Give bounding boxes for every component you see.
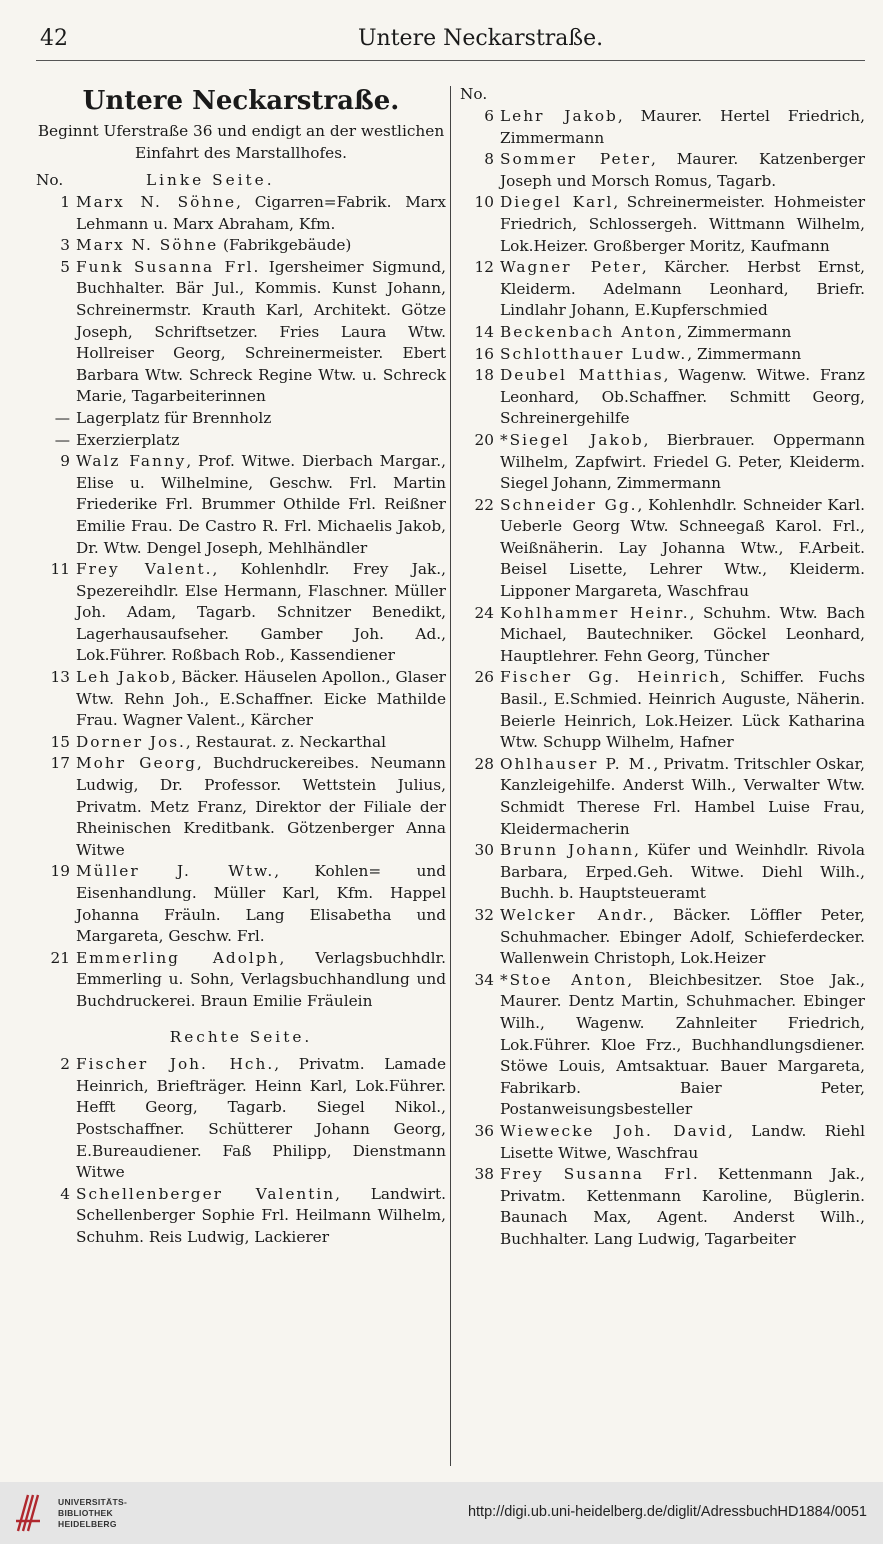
entry-text <box>76 235 446 257</box>
resident-name: Wagner Peter <box>500 258 642 277</box>
running-head <box>40 26 843 56</box>
resident-name: Frey Valent. <box>76 560 213 579</box>
house-number: 17 <box>50 754 70 773</box>
house-number: 12 <box>474 258 494 277</box>
resident-details: (Fabrikgebäude) <box>218 236 352 255</box>
resident-name: Welcker Andr. <box>500 905 649 924</box>
resident-name: Walz Fanny <box>76 452 187 471</box>
resident-details: , Landwirt. Schellenberger Sophie Frl. Heilmann Wilhelm, Schuhm. Reis Ludwig, Lackierer <box>76 1184 446 1246</box>
resident-name: Sommer Peter <box>500 150 652 169</box>
house-number: 26 <box>474 668 494 687</box>
entry-text <box>76 451 446 559</box>
address-entry <box>460 1164 865 1250</box>
entry-text <box>500 257 865 322</box>
resident-details: , Maurer. Katzenberger Joseph und Morsch Romus, Tagarb. <box>500 150 865 190</box>
address-entry <box>36 257 446 408</box>
resident-details: , Küfer und Weinhdlr. Rivola Barbara, Erped.Geh. Witwe. Diehl Wilh., Buchh. b. Hauptsteueramt <box>500 841 865 903</box>
entry-text <box>500 970 865 1121</box>
address-entry <box>460 840 865 905</box>
logo-line-1: UNIVERSITÄTS- <box>58 1497 128 1507</box>
resident-name: Ohlhauser P. M. <box>500 754 654 773</box>
resident-details: , Bleichbesitzer. Stoe Jak., Maurer. Dentz Martin, Schuhmacher. Ebinger Wilh., Wagenw. Zahnleiter Friedrich, Lok.Führer. Kloe Frz., Buchhandlungsdiener. Stöwe Louis, Amtsaktuar. Bauer Margareta, Fabrikarb. Baier Peter, Postanweisungsbesteller <box>500 970 865 1119</box>
address-entry <box>460 1121 865 1164</box>
entry-text <box>76 948 446 1013</box>
house-number: 1 <box>60 193 70 211</box>
resident-name: Schneider Gg. <box>500 495 638 514</box>
resident-name: Frey Susanna Frl. <box>500 1165 700 1184</box>
address-entry <box>460 344 865 366</box>
resident-details: , Zimmermann <box>687 344 802 363</box>
address-entry <box>460 754 865 840</box>
resident-details: , Cigarren=Fabrik. Marx Lehmann u. Marx Abraham, Kfm. <box>76 193 446 233</box>
footer-bar <box>0 1482 883 1544</box>
logo-line-2: BIBLIOTHEK <box>58 1508 113 1518</box>
resident-details: , Kohlen= und Eisenhandlung. Müller Karl, Kfm. Happel Johanna Fräuln. Lang Elisabetha und Margareta, Geschw. Frl. <box>76 862 446 946</box>
house-number: 36 <box>474 1121 494 1140</box>
logo-line-3: HEIDELBERG <box>58 1519 117 1529</box>
house-number: 28 <box>474 754 494 773</box>
resident-name: Marx N. Söhne <box>76 236 219 255</box>
address-entry <box>36 559 446 667</box>
entry-text <box>500 192 865 257</box>
house-number: 10 <box>474 193 494 212</box>
house-number: 2 <box>60 1055 70 1074</box>
entry-text <box>76 192 446 235</box>
resident-details: , Bierbrauer. Oppermann Wilhelm, Zapfwirt. Friedel G. Peter, Kleiderm. Siegel Johann, Zimmermann <box>500 430 865 493</box>
house-number: 24 <box>474 603 494 622</box>
left-side-entries <box>36 192 446 1013</box>
entry-text <box>76 667 446 732</box>
resident-name: Fischer Gg. Heinrich <box>500 668 721 687</box>
resident-name: *Stoe Anton <box>500 970 628 989</box>
entry-text <box>500 149 865 192</box>
street-intro: Beginnt Uferstraße 36 und endigt an der westlichen Einfahrt des Marstallhofes. <box>37 122 445 162</box>
entry-text <box>500 430 865 495</box>
house-number: 3 <box>60 236 70 255</box>
house-number: 16 <box>474 344 494 363</box>
address-entry <box>36 408 446 430</box>
address-entry <box>460 970 865 1121</box>
address-entry <box>36 192 446 235</box>
left-column <box>36 84 446 1249</box>
entry-text <box>500 603 865 668</box>
address-entry <box>460 149 865 192</box>
resident-details: Igersheimer Sigmund, Buchhalter. Bär Jul., Kommis. Kunst Johann, Schreinermstr. Krauth Karl, Architekt. Götze Joseph, Schriftsetzer. Fries Laura Wtw. Hollreiser Georg, Schreinermeister. Ebert Barbara Wtw. Schreck Regine Wtw. u. Schreck Marie, Tagarbeiterinnen <box>76 257 446 406</box>
house-number: 18 <box>474 366 494 385</box>
resident-name: *Siegel Jakob <box>500 430 644 449</box>
entry-text <box>76 408 446 430</box>
address-entry <box>460 430 865 495</box>
resident-details: , Buchdruckereibes. Neumann Ludwig, Dr. Professor. Wettstein Julius, Privatm. Metz Franz, Direktor der Filiale der Rheinischen Kreditbank. Götzenberger Anna Witwe <box>76 754 446 859</box>
house-number: 11 <box>50 560 70 579</box>
left-side-header <box>36 170 446 192</box>
resident-details: , Kohlenhdlr. Schneider Karl. Ueberle Georg Wtw. Schneegaß Karol. Frl., Weißnäherin. Lay Johanna Wtw., F.Arbeit. Beisel Lisette, Lehrer Wtw., Kleiderm. Lipponer Margareta, Waschfrau <box>500 495 865 601</box>
resident-details: , Privatm. Tritschler Oskar, Kanzleigehilfe. Anderst Wilh., Verwalter Wtw. Schmidt Therese Frl. Hambel Luise Frau, Kleidermacherin <box>500 754 865 838</box>
house-number: — <box>54 430 70 449</box>
house-number: 19 <box>50 862 70 881</box>
resident-name: Funk Susanna Frl. <box>76 257 261 276</box>
house-number: 4 <box>60 1184 70 1203</box>
right-column <box>460 84 865 1250</box>
entry-text <box>76 430 446 452</box>
house-number: 9 <box>60 452 70 471</box>
right-column-header <box>460 84 865 106</box>
resident-details: , Kärcher. Herbst Ernst, Kleiderm. Adelmann Leonhard, Briefr. Lindlahr Johann, E.Kupferschmied <box>500 258 865 320</box>
house-number: 14 <box>474 322 494 341</box>
resident-name: Dorner Jos. <box>76 732 186 751</box>
library-logo-text <box>58 1497 127 1530</box>
resident-name: Schlotthauer Ludw. <box>500 344 688 363</box>
house-number: 21 <box>50 948 70 967</box>
street-title: Untere Neckarstraße. <box>82 86 400 116</box>
source-url-link[interactable]: http://digi.ub.uni-heidelberg.de/diglit/AdressbuchHD1884/0051 <box>467 1504 867 1520</box>
address-entry <box>460 365 865 430</box>
address-entry <box>36 1184 446 1249</box>
house-number: 8 <box>484 150 494 169</box>
no-label-right: No. <box>460 85 488 103</box>
address-entry <box>460 192 865 257</box>
house-number: 34 <box>474 970 494 989</box>
resident-name: Emmerling Adolph <box>76 948 280 967</box>
resident-details: , Schiffer. Fuchs Basil., E.Schmied. Heinrich Auguste, Näherin. Beierle Heinrich, Lok.Heizer. Lück Katharina Wtw. Schupp Wilhelm, Hafner <box>500 668 865 752</box>
entry-text <box>500 754 865 840</box>
resident-details: , Bäcker. Löffler Peter, Schuhmacher. Ebinger Adolf, Schieferdecker. Wallenwein Christoph, Lok.Heizer <box>500 905 865 968</box>
resident-details: , Schreinermeister. Hohmeister Friedrich, Schlossergeh. Wittmann Wilhelm, Lok.Heizer. Großberger Moritz, Kaufmann <box>500 193 866 255</box>
library-logo <box>14 1489 174 1537</box>
resident-name: Schellenberger Valentin <box>76 1184 336 1203</box>
resident-details: , Kohlenhdlr. Frey Jak., Spezereihdlr. Else Hermann, Flaschner. Müller Joh. Adam, Tagarb. Schnitzer Benedikt, Lagerhausaufseher. Gamber Joh. Ad., Lok.Führer. Roßbach Rob., Kassendiener <box>76 560 446 665</box>
resident-details: Exerzierplatz <box>76 430 180 449</box>
resident-details: , Privatm. Lamade Heinrich, Briefträger. Heinn Karl, Lok.Führer. Hefft Georg, Tagarb. Siegel Nikol., Postschaffner. Schütterer Johann Georg, E.Bureaudiener. Faß Philipp, Dienstmann Witwe <box>76 1055 446 1182</box>
house-number: 13 <box>50 668 70 687</box>
house-number: 5 <box>60 257 70 276</box>
entry-text <box>76 1054 446 1184</box>
entry-text <box>76 861 446 947</box>
page-number: 42 <box>40 26 68 51</box>
resident-name: Wiewecke Joh. David <box>500 1121 729 1140</box>
address-entry <box>460 667 865 753</box>
resident-details: Kettenmann Jak., Privatm. Kettenmann Karoline, Büglerin. Baunach Max, Agent. Anderst Wilh., Buchhalter. Lang Ludwig, Tagarbeiter <box>500 1165 865 1248</box>
house-number: 6 <box>484 107 494 125</box>
house-number: 32 <box>474 905 494 924</box>
address-entry <box>36 1054 446 1184</box>
resident-name: Lehr Jakob <box>500 107 618 125</box>
resident-name: Kohlhammer Heinr. <box>500 603 690 622</box>
address-entry <box>460 322 865 344</box>
resident-details: , Maurer. Hertel Friedrich, Zimmermann <box>500 107 866 147</box>
house-number: 30 <box>474 841 494 860</box>
right-side-entries <box>460 106 865 1250</box>
address-entry <box>36 430 446 452</box>
resident-name: Mohr Georg <box>76 754 197 773</box>
entry-text <box>76 753 446 861</box>
house-number: 22 <box>474 495 494 514</box>
address-entry <box>36 948 446 1013</box>
column-divider <box>450 86 451 1466</box>
address-entry <box>460 106 865 149</box>
resident-name: Marx N. Söhne <box>76 193 237 211</box>
resident-name: Deubel Matthias <box>500 366 664 385</box>
resident-name: Diegel Karl <box>500 193 614 212</box>
address-entry <box>460 495 865 603</box>
entry-text <box>500 1164 865 1250</box>
house-number: 38 <box>474 1165 494 1184</box>
no-label: No. <box>36 171 64 189</box>
address-entry <box>460 257 865 322</box>
resident-name: Müller J. Wtw. <box>76 862 275 881</box>
resident-details: , Zimmermann <box>677 322 792 341</box>
entry-text <box>500 495 865 603</box>
library-seal-icon <box>14 1491 44 1535</box>
entry-text <box>500 322 865 344</box>
resident-details: , Bäcker. Häuselen Apollon., Glaser Wtw. Rehn Joh., E.Schaffner. Eicke Mathilde Frau. Wagner Valent., Kärcher <box>76 668 446 730</box>
resident-details: , Landw. Riehl Lisette Witwe, Waschfrau <box>500 1121 865 1162</box>
resident-name: Beckenbach Anton <box>500 322 678 341</box>
address-entry <box>36 861 446 947</box>
address-entry <box>460 905 865 970</box>
resident-details: , Prof. Witwe. Dierbach Margar., Elise u. Wilhelmine, Geschw. Frl. Martin Friederike Frl. Brummer Othilde Frl. Reißner Emilie Frau. De Castro R. Frl. Michaelis Jakob, Dr. Wtw. Dengel Joseph, Mehlhändler <box>76 452 446 557</box>
entry-text <box>500 1121 865 1164</box>
running-title: Untere Neckarstraße. <box>358 26 604 51</box>
entry-text <box>500 365 865 430</box>
address-entry <box>36 732 446 754</box>
address-entry <box>36 667 446 732</box>
resident-details: , Restaurat. z. Neckarthal <box>185 732 386 751</box>
house-number: — <box>54 408 70 427</box>
address-entry <box>36 235 446 257</box>
entry-text <box>76 257 446 408</box>
resident-details: , Verlagsbuchhdlr. Emmerling u. Sohn, Verlagsbuchhandlung und Buchdruckerei. Braun Emilie Fräulein <box>76 948 446 1010</box>
address-entry <box>36 753 446 861</box>
entry-text <box>76 559 446 667</box>
house-number: 20 <box>474 430 494 449</box>
address-entry <box>36 451 446 559</box>
house-number: 15 <box>50 732 70 751</box>
entry-text <box>500 905 865 970</box>
resident-name: Leh Jakob <box>76 668 172 687</box>
entry-text <box>500 667 865 753</box>
entry-text <box>500 106 865 149</box>
right-side-entries-start <box>36 1054 446 1248</box>
resident-name: Brunn Johann <box>500 841 635 860</box>
resident-details: , Schuhm. Wtw. Bach Michael, Bautechniker. Göckel Leonhard, Hauptlehrer. Fehn Georg, Tüncher <box>500 603 865 665</box>
entry-text <box>76 732 446 754</box>
left-side-label: Linke Seite. <box>146 171 275 189</box>
entry-text <box>500 840 865 905</box>
resident-details: Lagerplatz für Brennholz <box>76 408 272 427</box>
resident-details: , Wagenw. Witwe. Franz Leonhard, Ob.Schaffner. Schmitt Georg, Schreinergehilfe <box>500 366 865 428</box>
right-side-label: Rechte Seite. <box>169 1027 313 1046</box>
header-rule <box>36 60 865 61</box>
address-entry <box>460 603 865 668</box>
resident-name: Fischer Joh. Hch. <box>76 1055 275 1074</box>
entry-text <box>500 344 865 366</box>
entry-text <box>76 1184 446 1249</box>
